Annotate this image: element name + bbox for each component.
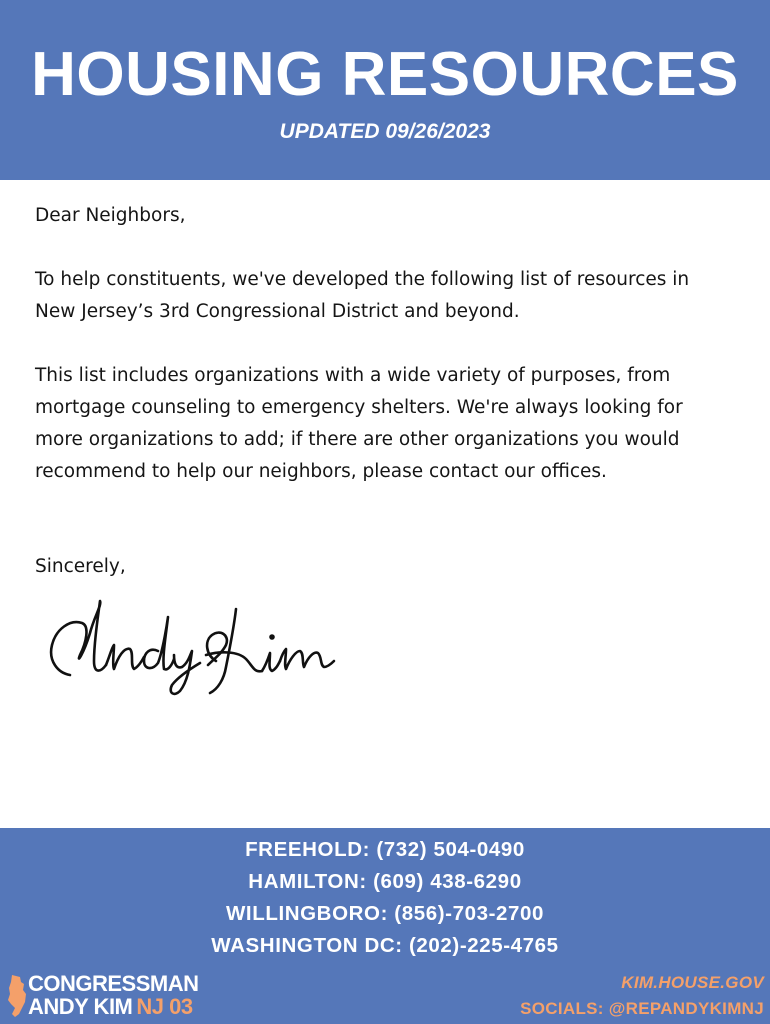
letter-paragraph-1: To help constituents, we've developed the following list of resources in New Jersey’s 3rd Congressional District and beyond. xyxy=(35,269,690,322)
socials-handle: SOCIALS: @REPANDYKIMNJ xyxy=(520,999,764,1018)
footer-banner xyxy=(0,828,770,1024)
letter-paragraph-2: This list includes organizations with a wide variety of purposes, from mortgage counseling to emergency shelters. We're always looking for more organizations to add; if there are other organizations you would recommend to help our neighbors, please contact our offices. xyxy=(35,365,683,482)
office-freehold: FREEHOLD: (732) 504-0490 xyxy=(245,838,525,861)
footer-links xyxy=(520,970,764,1022)
office-willingboro: WILLINGBORO: (856)-703-2700 xyxy=(225,902,545,925)
office-hamilton: HAMILTON: (609) 438-6290 xyxy=(248,870,522,893)
signature-graphic xyxy=(40,595,340,705)
logo-name-line xyxy=(28,995,193,1019)
logo-name: ANDY KIM xyxy=(28,994,133,1019)
updated-date: UPDATED 09/26/2023 xyxy=(279,120,491,143)
header-banner xyxy=(0,0,770,180)
office-contacts xyxy=(0,834,770,962)
letter-greeting: Dear Neighbors, xyxy=(35,205,186,226)
handwritten-signature xyxy=(40,595,340,705)
page-title: HOUSING RESOURCES xyxy=(31,40,739,109)
logo-congressman: CONGRESSMAN xyxy=(28,971,199,996)
website-link[interactable]: KIM.HOUSE.GOV xyxy=(621,973,764,992)
office-washington-dc: WASHINGTON DC: (202)-225-4765 xyxy=(211,934,559,957)
new-jersey-map-icon xyxy=(6,974,28,1018)
letter-closing: Sincerely, xyxy=(35,556,126,577)
logo-district: NJ 03 xyxy=(136,994,193,1019)
congressman-logo xyxy=(6,972,206,1020)
